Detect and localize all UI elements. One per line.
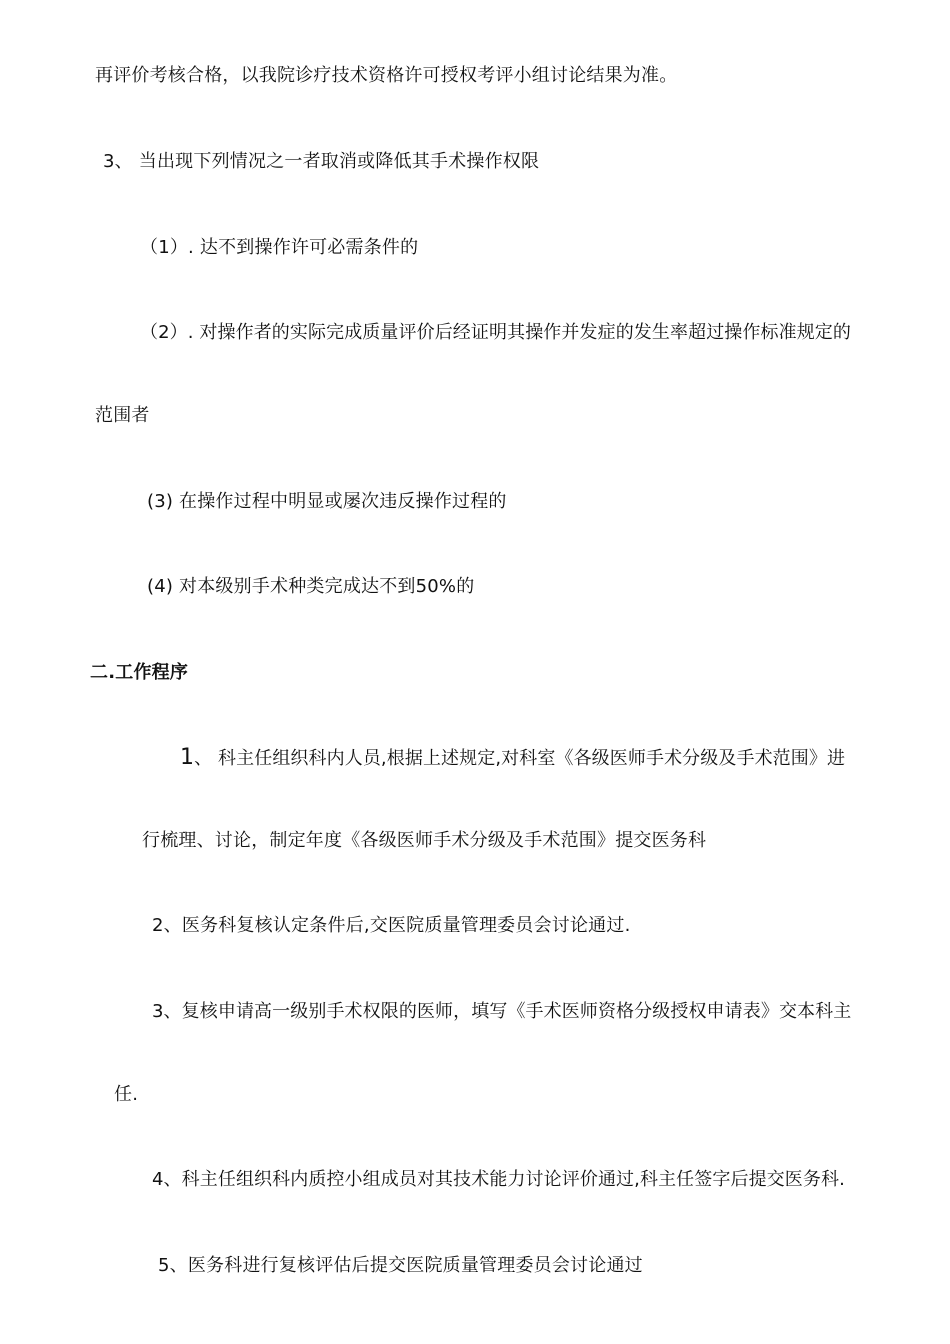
procedure-item-3: 3、复核申请高一级别手术权限的医师，填写《手术医师资格分级授权申请表》交本科主 <box>152 1001 852 1022</box>
item-number: 1 <box>180 745 195 770</box>
paragraph-line: (3) 在操作过程中明显或屡次违反操作过程的 <box>147 491 507 512</box>
procedure-item-1-continued: 行梳理、讨论，制定年度《各级医师手术分级及手术范围》提交医务科 <box>142 830 707 851</box>
procedure-item-4: 4、科主任组织科内质控小组成员对其技术能力讨论评价通过,科主任签字后提交医务科. <box>152 1169 845 1190</box>
procedure-item-5: 5、医务科进行复核评估后提交医院质量管理委员会讨论通过 <box>158 1255 643 1276</box>
paragraph-line: （2）. 对操作者的实际完成质量评价后经证明其操作并发症的发生率超过操作标准规定的 <box>140 322 851 343</box>
paragraph-line: 范围者 <box>95 405 150 426</box>
paragraph-line: 3、 当出现下列情况之一者取消或降低其手术操作权限 <box>103 151 540 172</box>
section-heading: 二.工作程序 <box>90 662 189 683</box>
procedure-item-2: 2、医务科复核认定条件后,交医院质量管理委员会讨论通过. <box>152 915 631 936</box>
procedure-item-3-continued: 任. <box>114 1084 139 1105</box>
paragraph-line: 再评价考核合格，以我院诊疗技术资格许可授权考评小组讨论结果为准。 <box>95 65 678 86</box>
item-text: 、 科主任组织科内人员,根据上述规定,对科室《各级医师手术分级及手术范围》进 <box>194 748 846 769</box>
procedure-item-1 <box>180 746 845 771</box>
paragraph-line: (4) 对本级别手术种类完成达不到50%的 <box>147 576 475 597</box>
paragraph-line: （1）. 达不到操作许可必需条件的 <box>140 237 419 258</box>
